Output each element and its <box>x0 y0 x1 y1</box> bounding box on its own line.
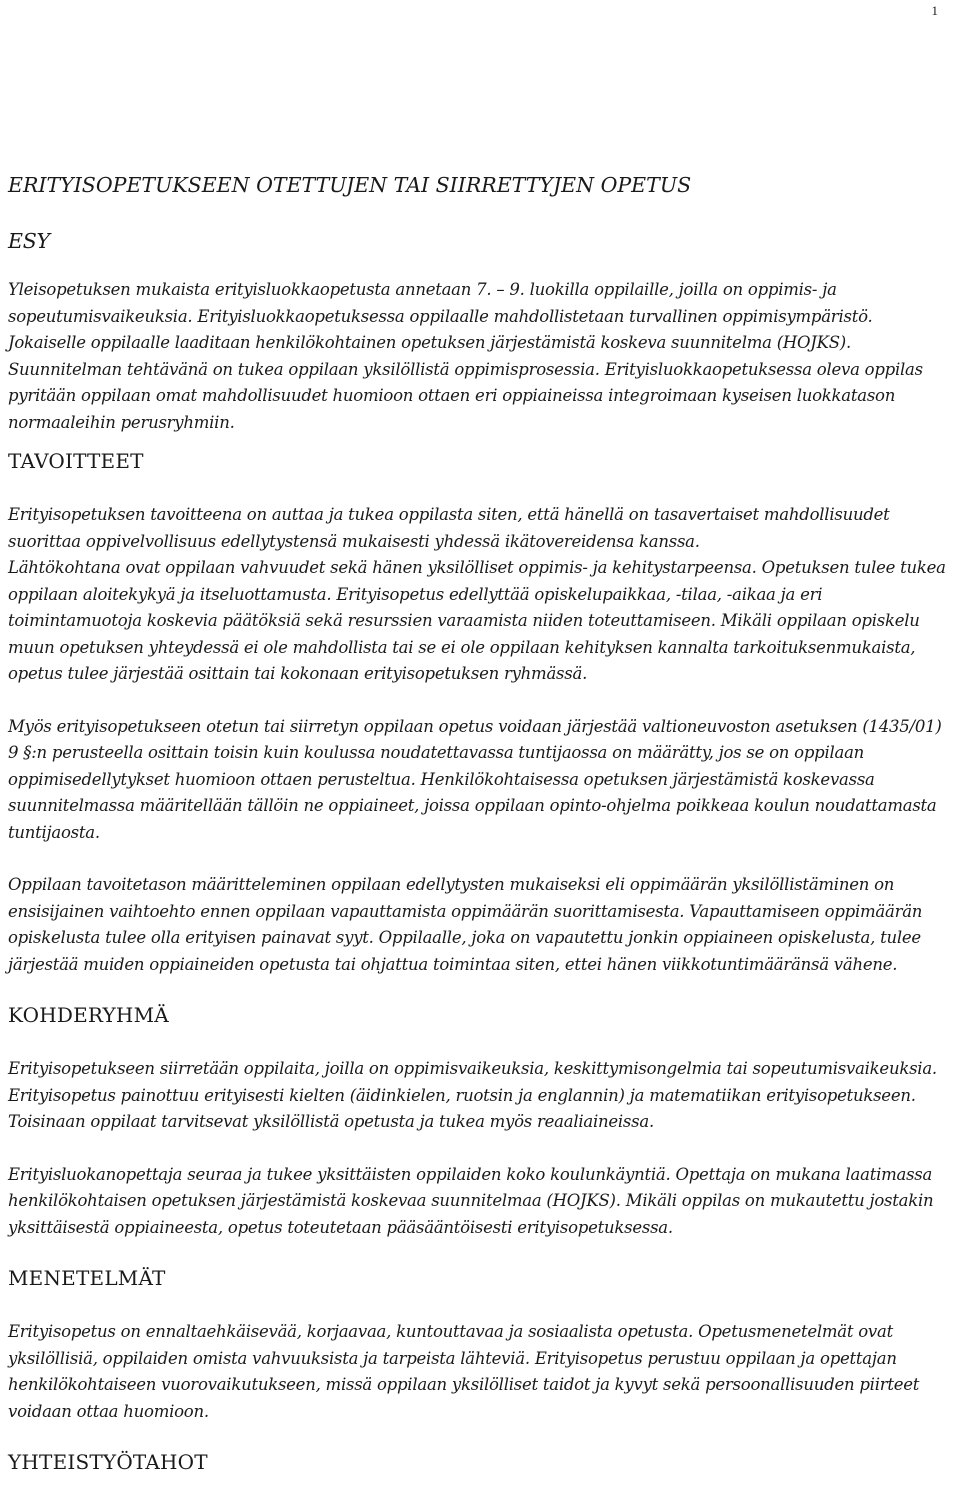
section-heading-kohderyhma: KOHDERYHMÄ <box>8 1003 169 1027</box>
tavoitteet-paragraph-2: Lähtökohtana ovat oppilaan vahvuudet sekä hänen yksilölliset oppimis- ja kehitystarpeensa. Opetuksen tulee tukea oppilaan aloitekykyä ja itseluottamusta. Erityisopetus edellyttää opiskelupaikkaa, -tilaa, -aikaa ja eri toimintamuotoja koskevia päätöksiä sekä resurssien varaamista niiden toteuttamiseen. Mikäli oppilaan opiskelu muun opetuksen yhteydessä ei ole mahdollista tai se ei ole oppilaan kehityksen kannalta tarkoituksenmukaista, opetus tulee järjestää osittain tai kokonaan erityisopetuksen ryhmässä. <box>8 558 946 683</box>
page-number: 1 <box>931 3 938 18</box>
document-body <box>8 172 954 1503</box>
tavoitteet-paragraph-1: Erityisopetuksen tavoitteena on auttaa ja tukea oppilasta siten, että hänellä on tasavertaiset mahdollisuudet suorittaa oppivelvollisuus edellytystensä mukaisesti yhdessä ikätovereidensa kanssa. <box>8 505 890 551</box>
kohderyhma-paragraph-2: Erityisluokanopettaja seuraa ja tukee yksittäisten oppilaiden koko koulunkäyntiä. Opettaja on mukana laatimassa henkilökohtaisen opetuksen järjestämistä koskevaa suunnitelmaa (HOJKS). Mikäli oppilas on mukautettu jostakin yksittäisestä oppiaineesta, opetus toteutetaan pääsääntöisesti erityisopetuksessa. <box>8 1164 934 1237</box>
intro-paragraph: Yleisopetuksen mukaista erityisluokkaopetusta annetaan 7. – 9. luokilla oppilaille, joilla on oppimis- ja sopeutumisvaikeuksia. Erityisluokkaopetuksessa oppilaalle mahdollistetaan turvallinen oppimisympäristö. Jokaiselle oppilaalle laaditaan henkilökohtainen opetuksen järjestämistä koskeva suunnitelma (HOJKS). Suunnitelman tehtävänä on tukea oppilaan yksilöllistä oppimisprosessia. Erityisluokkaopetuksessa oleva oppilas pyritään oppilaan omat mahdollisuudet huomioon ottaen eri oppiaineissa integroimaan kyseisen luokkatason normaaleihin perusryhmiin. <box>8 280 923 432</box>
section-heading-tavoitteet: TAVOITTEET <box>8 449 144 473</box>
menetelmat-paragraph-1: Erityisopetus on ennaltaehkäisevää, korjaavaa, kuntouttavaa ja sosiaalista opetusta. Opetusmenetelmät ovat yksilöllisiä, oppilaiden omista vahvuuksista ja tarpeista lähteviä. Erityisopetus perustuu oppilaan ja opettajan henkilökohtaiseen vuorovaikutukseen, missä oppilaan yksilölliset taidot ja kyvyt sekä persoonallisuuden piirteet voidaan ottaa huomioon. <box>8 1322 920 1421</box>
kohderyhma-paragraph-1: Erityisopetukseen siirretään oppilaita, joilla on oppimisvaikeuksia, keskittymisongelmia tai sopeutumisvaikeuksia. Erityisopetus painottuu erityisesti kielten (äidinkielen, ruotsin ja englannin) ja matematiikan erityisopetukseen. Toisinaan oppilaat tarvitsevat yksilöllistä opetusta ja tukea myös reaaliaineissa. <box>8 1059 937 1131</box>
section-heading-menetelmat: MENETELMÄT <box>8 1266 166 1290</box>
tavoitteet-paragraph-3: Myös erityisopetukseen otetun tai siirretyn oppilaan opetus voidaan järjestää valtioneuvoston asetuksen (1435/01) 9 §:n perusteella osittain toisin kuin koulussa noudatettavassa tuntijaossa on määrätty, jos se on oppilaan oppimisedellytykset huomioon ottaen perusteltua. Henkilökohtaisessa opetuksen järjestämistä koskevassa suunnitelmassa määritellään tällöin ne oppiaineet, joissa oppilaan opinto-ohjelma poikkeaa koulun noudattamasta tuntijaosta. <box>8 716 942 842</box>
section-heading-yhteistyotahot: YHTEISTYÖTAHOT <box>8 1450 208 1474</box>
document-title: ERITYISOPETUKSEEN OTETTUJEN TAI SIIRRETTYJEN OPETUS <box>8 173 692 197</box>
document-subtitle: ESY <box>8 229 50 253</box>
tavoitteet-paragraph-4: Oppilaan tavoitetason määritteleminen oppilaan edellytysten mukaiseksi eli oppimäärän yksilöllistäminen on ensisijainen vaihtoehto ennen oppilaan vapauttamista oppimäärän suorittamisesta. Vapauttamiseen oppimäärän opiskelusta tulee olla erityisen painavat syyt. Oppilaalle, joka on vapautettu jonkin oppiaineen opiskelusta, tulee järjestää muiden oppiaineiden opetusta tai ohjattua toimintaa siten, ettei hänen viikkotuntimääränsä vähene. <box>8 875 923 974</box>
